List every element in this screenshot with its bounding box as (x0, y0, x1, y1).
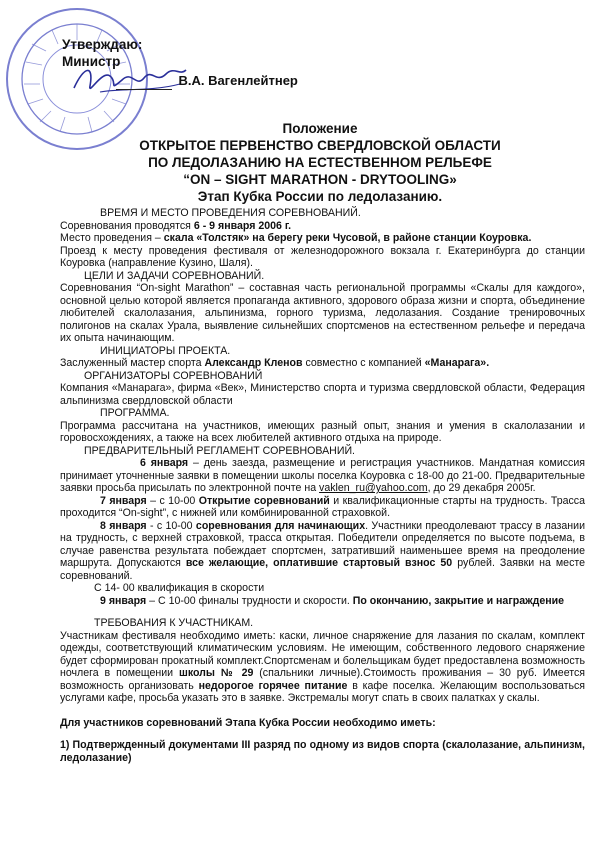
initiator-name: Александр Кленов (204, 357, 303, 369)
requirements-text-3: в кафе поселка. Желающим воспользоваться услугами кафе, просьба указать это в заявке. Экстремалы могут спать в своих палатках у скалы. (60, 679, 586, 704)
cup-requirement-1-text: 1) Подтвержденный документами III разряд по одному из видов спорта (скалолазание, альпинизм, ледолазание) (60, 739, 585, 764)
title-line-3: ПО ЛЕДОЛАЗАНИЮ НА ЕСТЕСТВЕННОМ РЕЛЬЕФЕ (148, 155, 492, 170)
spacer (60, 729, 585, 739)
day-7-event: Открытие соревнований (198, 494, 330, 507)
place-value: скала «Толстяк» на берегу реки Чусовой, в районе станции Коуровка. (163, 232, 532, 244)
section-heading-requirements: ТРЕБОВАНИЯ К УЧАСТНИКАМ. (94, 617, 254, 629)
entry-fee-note: все желающие, оплатившие стартовый взнос 50 (185, 557, 453, 569)
cup-requirements-heading-text: Для участников соревнований Этапа Кубка России необходимо иметь: (60, 716, 436, 729)
approval-label: Утверждаю: (62, 37, 143, 52)
title-line-4: “ON – SIGHT MARATHON - DRYTOOLING» (183, 172, 457, 187)
goals-paragraph: Соревнования “On-sight Marathon” – составная часть региональной программы «Скалы для каждого», основной целью которой является пропаганда активного, здорового образа жизни и спорта, объединение любителей скалолазания, альпинизма, горного туризма, ледолазания. Создание тренировочных полигонов на скалах Урала, выявление сильнейших спортсменов на естественном рельефе и передача их опыта начинающим. (60, 282, 585, 344)
schedule-day-8 (60, 520, 585, 583)
initiators-text-2: совместно с компанией (302, 357, 425, 369)
day-8-text-2: рублей. Заявки на месте соревнований. (60, 557, 585, 582)
requirements-text: Участникам фестиваля необходимо иметь: каски, личное снаряжение для лазания по скалам, комплект одежды, соответствующий климатическим условиям. Не имеющим, собственного ледового снаряжение будет сформирован прокатный комплект.Спортсменам и болельщикам будет предоставлена возможность ночлега в помещении (60, 629, 585, 679)
section-heading-initiators: ИНИЦИАТОРЫ ПРОЕКТА. (100, 344, 231, 357)
title-line-5: Этап Кубка России по ледолазанию. (197, 189, 443, 204)
title-line-1: Положение (282, 121, 358, 136)
schedule-day-6 (60, 457, 585, 495)
day-9-text: – С 10-00 финалы трудности и скорости. (146, 594, 353, 607)
day-8-time: - с 10-00 (146, 519, 196, 532)
place-label: Место проведения – (60, 232, 164, 244)
closing-ceremony: По окончанию, закрытие и награждение (352, 594, 565, 607)
dates-label: Соревнования проводятся (60, 219, 194, 232)
schedule-day-7 (60, 495, 585, 520)
dates-value: 6 - 9 января 2006 г. (193, 219, 292, 232)
document-body (60, 207, 585, 764)
cup-requirements-heading (60, 717, 585, 730)
organizers-paragraph: Компания «Манарага», фирма «Век», Министерство спорта и туризма свердловской области, Федерация альпинизма свердловской области (60, 382, 585, 407)
travel-paragraph: Проезд к месту проведения фестиваля от железнодорожного вокзала г. Екатеринбурга до станции Коуровка (направление Кузино, Шаля). (60, 244, 585, 269)
day-7-text: и квалификационные старты на трудность. Трасса проходится “On-sight”, с нижней или комбинированной страховкой. (60, 494, 585, 519)
section-heading-goals: ЦЕЛИ И ЗАДАЧИ СОРЕВНОВАНИЙ. (84, 269, 265, 282)
requirements-text-2: (спальники личные).Стоимость проживания – 30 руб. Имеется возможность организовать (60, 667, 585, 692)
day-8-text: . Участники преодолевают трассу в лазании на трудность, с верхней страховкой, трасса открытая. Победители определяется по высоте подъема, в случае равенства результата побеждает спортсмен, затративший наименьшее время на преодоление маршрута. Допускаются (60, 519, 585, 569)
approval-block (62, 36, 142, 70)
schedule-day-9 (60, 595, 585, 608)
program-paragraph: Программа рассчитана на участников, имеющих разный опыт, знания и умения в скалолазании и горовосхождениях, а также на всех любителей активного отдыха на природе. (60, 419, 585, 444)
requirements-paragraph (60, 630, 585, 705)
approval-role: Министр (62, 54, 121, 69)
hot-meals-note: недорогое горячее питание (198, 679, 348, 692)
title-line-2: ОТКРЫТОЕ ПЕРВЕНСТВО СВЕРДЛОВСКОЙ ОБЛАСТИ (139, 138, 501, 153)
lodging-school: школы № 29 (178, 667, 254, 679)
day-6-text: – день заезда, размещение и регистрация участников. Мандатная комиссия принимает уточненные заявки в помещении школы поселка Коуровка с 18-00 до 21-00. Предварительные заявки просьба присылать по электронной почте на (60, 457, 585, 494)
day-6-label: 6 января (140, 457, 189, 469)
day-6-deadline: , до 29 декабря 2005г. (427, 482, 536, 494)
signatory-name: В.А. Вагенлейтнер (178, 73, 298, 88)
cup-requirement-1 (60, 739, 585, 764)
spacer (60, 705, 585, 717)
section-heading-program: ПРОГРАММА. (100, 407, 170, 419)
signature-line (116, 72, 316, 90)
signature-underline (116, 89, 172, 90)
day-8-event: соревнования для начинающих (195, 519, 366, 532)
initiators-paragraph (60, 357, 585, 370)
day-7-time: – с 10-00 (146, 494, 199, 507)
day-8-label: 8 января (100, 519, 147, 532)
spacer (60, 607, 585, 617)
document-title-block (60, 120, 580, 205)
day-9-label: 9 января (100, 594, 147, 607)
section-heading-organizers: ОРГАНИЗАТОРЫ СОРЕВНОВАНИЙ (84, 369, 263, 382)
section-heading-schedule: ПРЕДВАРИТЕЛЬНЫЙ РЕГЛАМЕНТ СОРЕВНОВАНИЙ. (84, 444, 356, 457)
dates-line (60, 220, 585, 233)
place-line (60, 232, 585, 245)
initiators-text: Заслуженный мастер спорта (60, 357, 205, 369)
contact-email-link[interactable]: vaklen_ru@yahoo.com (319, 482, 428, 494)
section-heading-time-place: ВРЕМЯ И МЕСТО ПРОВЕДЕНИЯ СОРЕВНОВАНИЙ. (100, 207, 361, 219)
day-7-label: 7 января (100, 494, 147, 507)
speed-qualification-line: С 14- 00 квалификация в скорости (94, 582, 265, 594)
initiator-company: «Манарага». (424, 357, 490, 369)
